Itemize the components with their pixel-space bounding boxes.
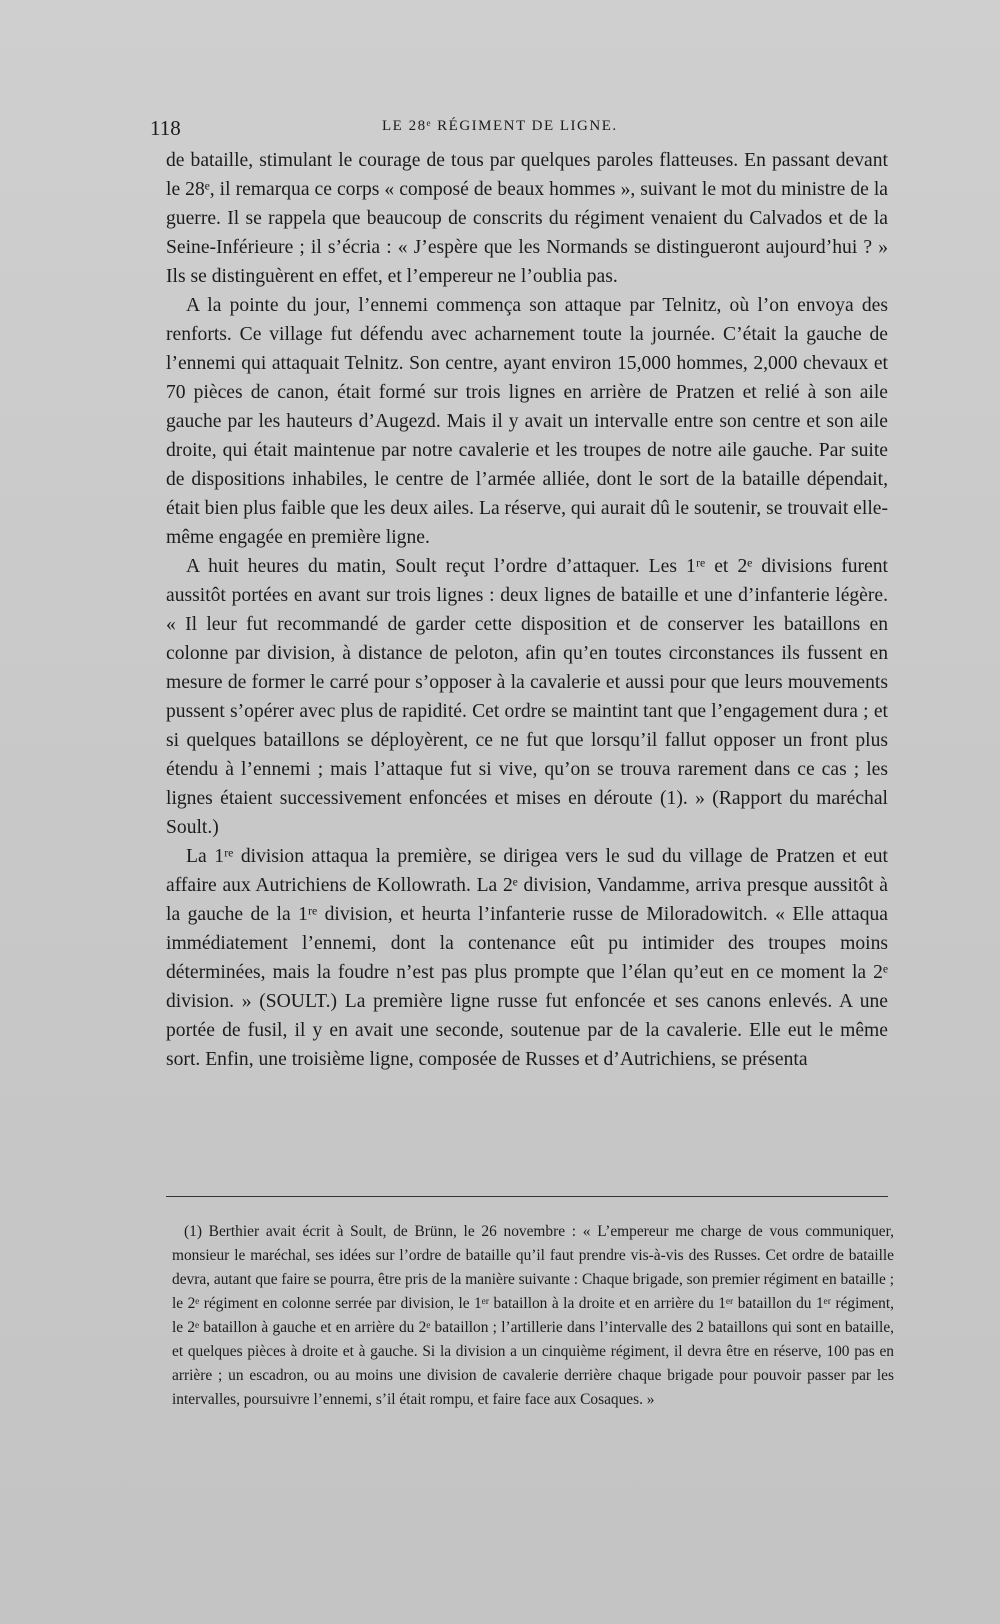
- paragraph: A huit heures du matin, Soult reçut l’ordre d’attaquer. Les 1ʳᵉ et 2ᵉ divisions furent aussitôt portées en avant sur trois lignes : deux lignes de bataille et une d’infanterie légère. « Il leur fut recommandé de garder cette disposition et de conserver les bataillons en colonne par division, à distance de peloton, afin qu’en toutes circonstances ils fussent en mesure de former le carré pour s’opposer à la cavalerie et aussi pour que leurs mouvements pussent s’opérer avec plus de rapidité. Cet ordre se maintint tant que l’engagement dura ; et si quelques bataillons se déployèrent, ce ne fut que lorsqu’il fallut opposer un front plus étendu à l’ennemi ; mais l’attaque fut si vive, qu’on se trouva rarement dans ce cas ; les lignes étaient successivement enfoncées et mises en déroute (1). » (Rapport du maréchal Soult.): [166, 556, 888, 838]
- body-text: [166, 146, 888, 1074]
- footnote-divider: [166, 1196, 888, 1197]
- paragraph: A la pointe du jour, l’ennemi commença son attaque par Telnitz, où l’on envoya des renforts. Ce village fut défendu avec acharnement toute la journée. C’était la gauche de l’ennemi qui attaquait Telnitz. Son centre, ayant environ 15,000 hommes, 2,000 chevaux et 70 pièces de canon, était formé sur trois lignes en arrière de Pratzen et relié à son aile gauche par les hauteurs d’Augezd. Mais il y avait un intervalle entre son centre et son aile droite, qui était maintenue par notre cavalerie et les troupes de notre aile gauche. Par suite de dispositions inhabiles, le centre de l’armée alliée, dont le sort de la bataille dépendait, était bien plus faible que les deux ailes. La réserve, qui aurait dû le soutenir, se trouvait elle-même engagée en première ligne.: [166, 295, 888, 548]
- paragraph: de bataille, stimulant le courage de tous par quelques paroles flatteuses. En passant devant le 28ᵉ, il remarqua ce corps « composé de beaux hommes », suivant le mot du ministre de la guerre. Il se rappela que beaucoup de conscrits du régiment venaient du Calvados et de la Seine-Inférieure ; il s’écria : « J’espère que les Normands se distingueront aujourd’hui ? » Ils se distinguèrent en effet, et l’empereur ne l’oublia pas.: [166, 150, 888, 287]
- footnote: (1) Berthier avait écrit à Soult, de Brünn, le 26 novembre : « L’empereur me charge de vous communiquer, monsieur le maréchal, ses idées sur l’ordre de bataille qu’il faut prendre vis-à-vis des Russes. Cet ordre de bataille devra, autant que faire se pourra, être pris de la manière suivante : Chaque brigade, son premier régiment en bataille ; le 2ᵉ régiment en colonne serrée par division, le 1ᵉʳ bataillon à la droite et en arrière du 1ᵉʳ bataillon du 1ᵉʳ régiment, le 2ᵉ bataillon à gauche et en arrière du 2ᵉ bataillon ; l’artillerie dans l’intervalle des 2 bataillons qui sont en bataille, et quelques pièces à droite et à gauche. Si la division a un cinquième régiment, il devra être en réserve, 100 pas en arrière ; un escadron, ou au moins une division de cavalerie derrière chaque brigade pour pouvoir passer par les intervalles, poursuivre l’ennemi, s’il était rompu, et faire face aux Cosaques. »: [172, 1223, 894, 1408]
- page-header: [150, 116, 880, 146]
- page-number: 118: [150, 116, 181, 140]
- paragraph: La 1ʳᵉ division attaqua la première, se dirigea vers le sud du village de Pratzen et eut affaire aux Autrichiens de Kollowrath. La 2ᵉ division, Vandamme, arriva presque aussitôt à la gauche de la 1ʳᵉ division, et heurta l’infanterie russe de Miloradowitch. « Elle attaqua immédiatement l’ennemi, dont la contenance eût pu intimider des troupes moins déterminées, mais la foudre n’est pas plus prompte que l’élan qu’eut en ce moment la 2ᵉ division. » (SOULT.) La première ligne russe fut enfoncée et ses canons enlevés. A une portée de fusil, il y en avait une seconde, soutenue par de la cavalerie. Elle eut le même sort. Enfin, une troisième ligne, composée de Russes et d’Autrichiens, se présenta: [166, 846, 888, 1070]
- running-title: LE 28ᵉ RÉGIMENT DE LIGNE.: [382, 118, 618, 134]
